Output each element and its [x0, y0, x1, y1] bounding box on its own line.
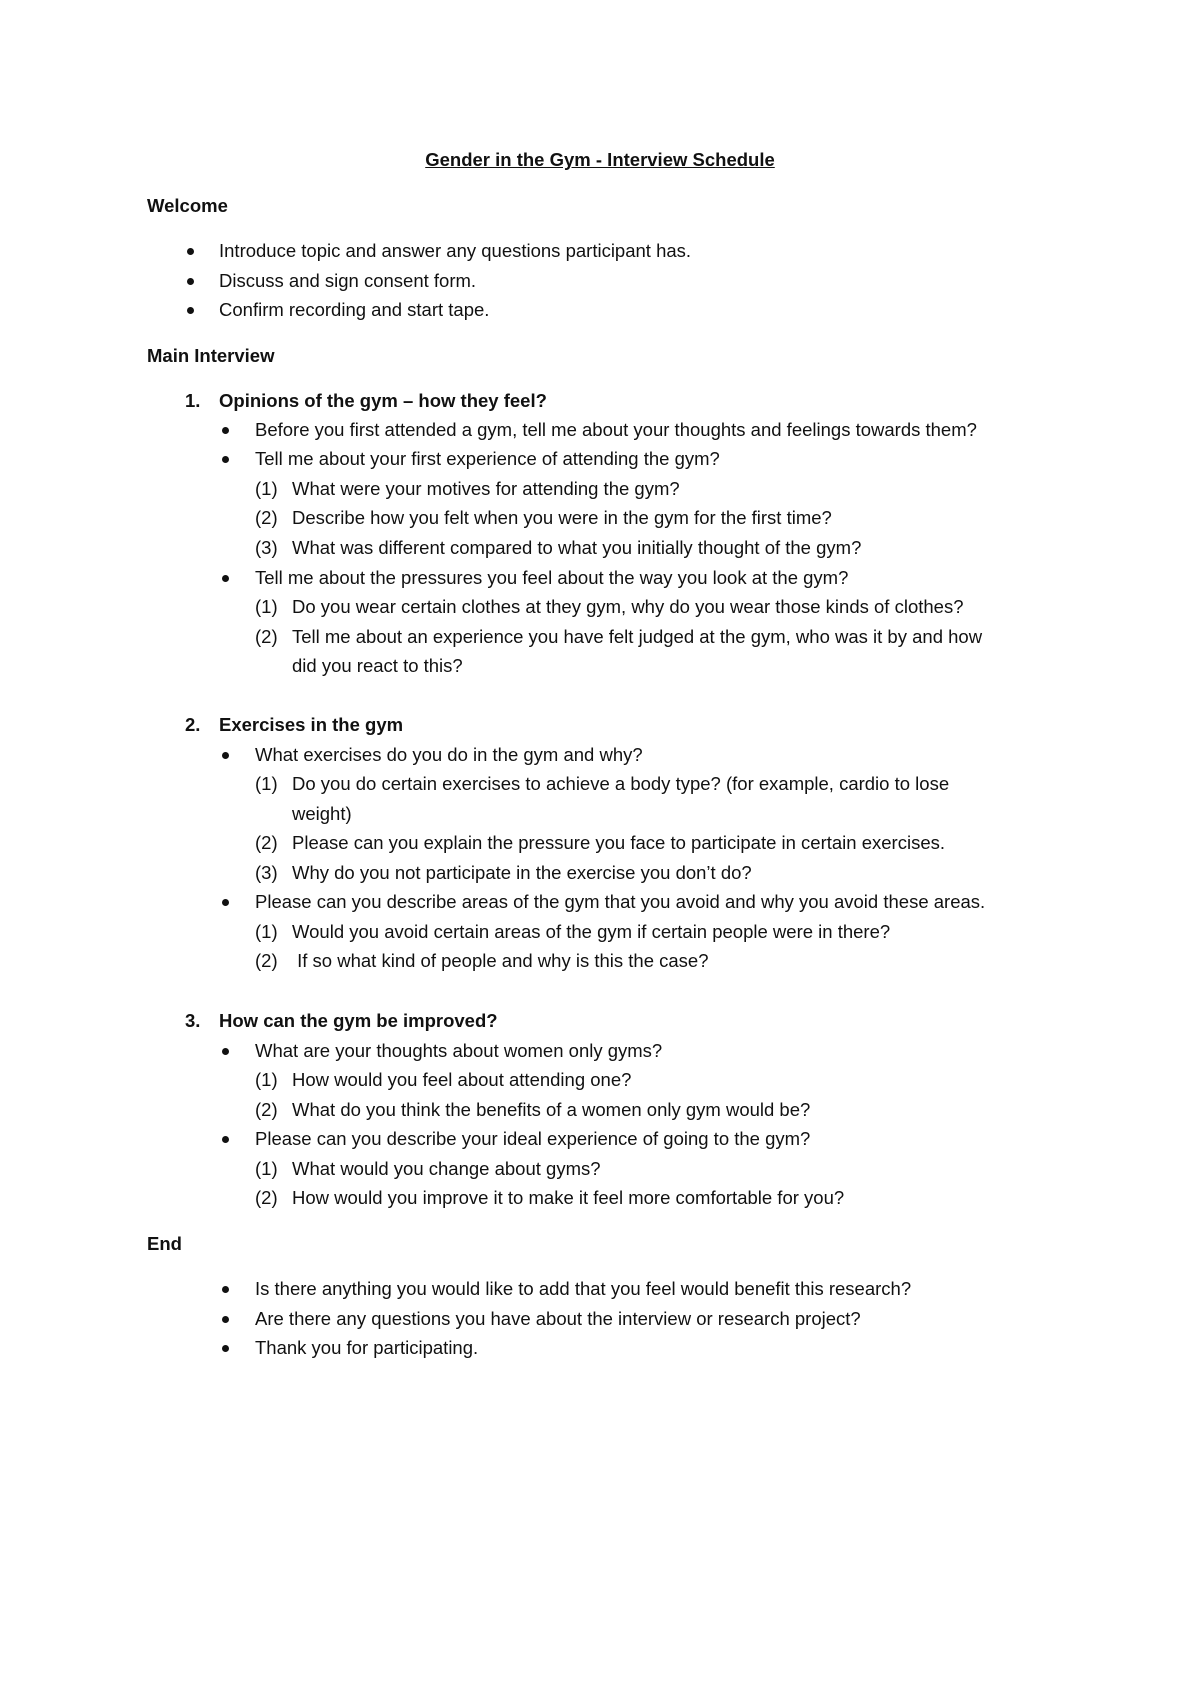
- subquestion-text: Would you avoid certain areas of the gym if certain people were in there?: [292, 921, 891, 942]
- question-bullet: Please can you describe your ideal experience of going to the gym?: [255, 1128, 811, 1149]
- bullet-icon: [222, 427, 229, 434]
- section-number: 1.: [185, 390, 201, 411]
- subquestion-number: (3): [255, 862, 278, 883]
- end-heading: End: [147, 1233, 182, 1254]
- bullet-icon: [222, 456, 229, 463]
- subquestion-text: Why do you not participate in the exercise you don’t do?: [292, 862, 752, 883]
- subquestion-text: How would you improve it to make it feel more comfortable for you?: [292, 1187, 845, 1208]
- welcome-item: Confirm recording and start tape.: [219, 299, 490, 320]
- subquestion-text: Tell me about an experience you have felt judged at the gym, who was it by and how: [292, 626, 983, 647]
- welcome-item: Discuss and sign consent form.: [219, 270, 477, 291]
- bullet-icon: [222, 1316, 229, 1323]
- subquestion-text: What was different compared to what you initially thought of the gym?: [292, 537, 862, 558]
- document-title: Gender in the Gym - Interview Schedule: [425, 149, 775, 170]
- bullet-icon: [222, 1286, 229, 1293]
- subquestion-text: Please can you explain the pressure you face to participate in certain exercises.: [292, 832, 946, 853]
- bullet-icon: [222, 575, 229, 582]
- subquestion-number: (2): [255, 626, 278, 647]
- subquestion-number: (1): [255, 773, 278, 794]
- welcome-heading: Welcome: [147, 195, 228, 216]
- question-bullet: Tell me about your first experience of attending the gym?: [255, 448, 720, 469]
- subquestion-number: (2): [255, 507, 278, 528]
- question-bullet: Tell me about the pressures you feel about the way you look at the gym?: [255, 567, 849, 588]
- section-number: 3.: [185, 1010, 201, 1031]
- subquestion-text: If so what kind of people and why is this the case?: [292, 950, 709, 971]
- end-item: Is there anything you would like to add that you feel would benefit this research?: [255, 1278, 912, 1299]
- subquestion-text: What would you change about gyms?: [292, 1158, 601, 1179]
- section-number: 2.: [185, 714, 201, 735]
- bullet-icon: [222, 1136, 229, 1143]
- subquestion-text: Do you do certain exercises to achieve a body type? (for example, cardio to lose: [292, 773, 950, 794]
- subquestion-number: (2): [255, 1099, 278, 1120]
- question-bullet: Before you first attended a gym, tell me about your thoughts and feelings towards them?: [255, 419, 977, 440]
- subquestion-number: (2): [255, 950, 278, 971]
- subquestion-number: (2): [255, 1187, 278, 1208]
- subquestion-text: How would you feel about attending one?: [292, 1069, 632, 1090]
- bullet-icon: [222, 752, 229, 759]
- subquestion-text: What do you think the benefits of a women only gym would be?: [292, 1099, 811, 1120]
- subquestion-text-continued: did you react to this?: [292, 655, 463, 676]
- subquestion-text-continued: weight): [292, 803, 352, 824]
- bullet-icon: [222, 1048, 229, 1055]
- bullet-icon: [187, 307, 194, 314]
- welcome-item: Introduce topic and answer any questions participant has.: [219, 240, 692, 261]
- subquestion-number: (1): [255, 1069, 278, 1090]
- end-item: Thank you for participating.: [255, 1337, 479, 1358]
- bullet-icon: [222, 1345, 229, 1352]
- main-interview-heading: Main Interview: [147, 345, 275, 366]
- question-bullet: What exercises do you do in the gym and why?: [255, 744, 643, 765]
- section-heading: Exercises in the gym: [219, 714, 404, 735]
- subquestion-text: Do you wear certain clothes at they gym, why do you wear those kinds of clothes?: [292, 596, 964, 617]
- section-heading: How can the gym be improved?: [219, 1010, 498, 1031]
- question-bullet: What are your thoughts about women only gyms?: [255, 1040, 663, 1061]
- question-bullet: Please can you describe areas of the gym that you avoid and why you avoid these areas.: [255, 891, 986, 912]
- subquestion-number: (1): [255, 921, 278, 942]
- bullet-icon: [187, 278, 194, 285]
- subquestion-number: (1): [255, 478, 278, 499]
- bullet-icon: [187, 248, 194, 255]
- end-item: Are there any questions you have about the interview or research project?: [255, 1308, 861, 1329]
- subquestion-number: (1): [255, 1158, 278, 1179]
- section-heading: Opinions of the gym – how they feel?: [219, 390, 547, 411]
- subquestion-number: (3): [255, 537, 278, 558]
- subquestion-text: What were your motives for attending the gym?: [292, 478, 680, 499]
- subquestion-number: (1): [255, 596, 278, 617]
- subquestion-text: Describe how you felt when you were in the gym for the first time?: [292, 507, 832, 528]
- bullet-icon: [222, 899, 229, 906]
- subquestion-number: (2): [255, 832, 278, 853]
